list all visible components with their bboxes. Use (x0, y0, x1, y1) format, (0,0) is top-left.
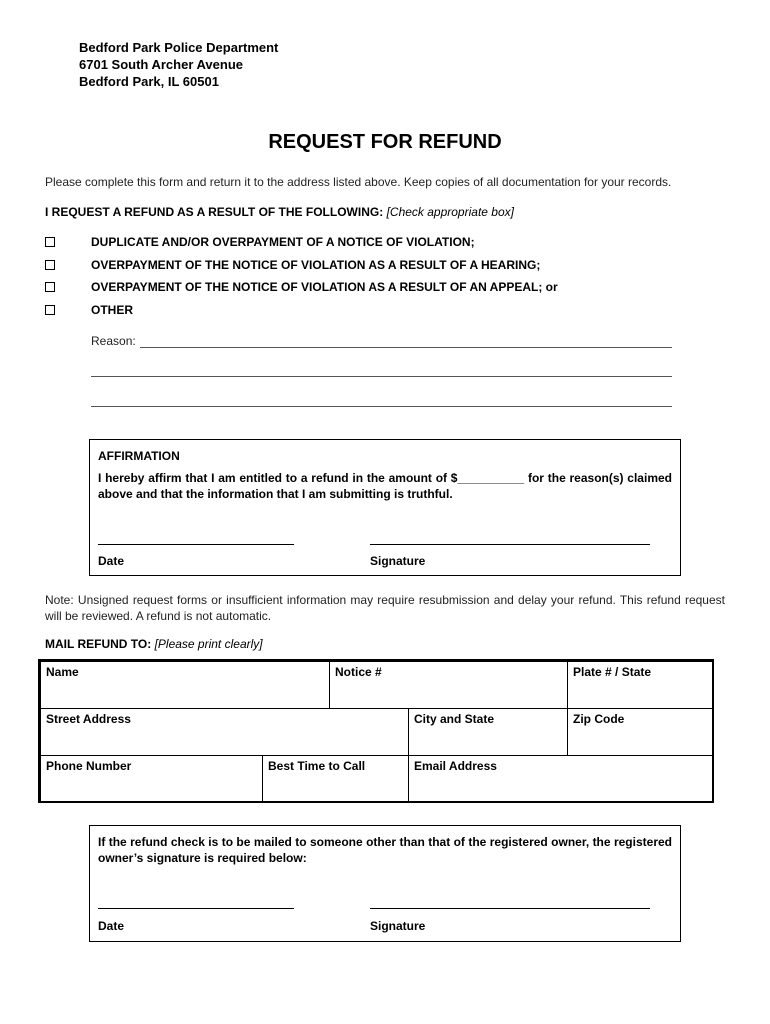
checkbox-hearing[interactable] (45, 260, 55, 270)
email-field[interactable] (408, 755, 714, 803)
department-city: Bedford Park, IL 60501 (79, 74, 219, 89)
page-title: REQUEST FOR REFUND (268, 131, 502, 153)
mail-hint: [Please print clearly] (154, 637, 263, 651)
option-duplicate: DUPLICATE AND/OR OVERPAYMENT OF A NOTICE OF VIOLATION; (91, 235, 475, 249)
request-heading (45, 205, 514, 219)
name-label: Name (46, 665, 79, 679)
owner-date-line[interactable] (98, 908, 294, 909)
reason-line-1[interactable] (140, 347, 672, 348)
request-label: I REQUEST A REFUND AS A RESULT OF THE FOLLOWING: (45, 205, 384, 219)
department-street: 6701 South Archer Avenue (79, 57, 243, 72)
street-label: Street Address (46, 712, 131, 726)
phone-field[interactable] (40, 755, 263, 803)
department-address (79, 39, 278, 90)
email-label: Email Address (414, 759, 497, 773)
option-appeal: OVERPAYMENT OF THE NOTICE OF VIOLATION AS A RESULT OF AN APPEAL; or (91, 280, 558, 294)
mail-label: MAIL REFUND TO: (45, 637, 152, 651)
checkbox-other[interactable] (45, 305, 55, 315)
option-other: OTHER (91, 303, 133, 317)
city-state-label: City and State (414, 712, 495, 726)
affirmation-heading: AFFIRMATION (98, 449, 180, 463)
notice-field[interactable] (329, 661, 568, 709)
owner-date-label: Date (98, 919, 125, 933)
best-time-field[interactable] (262, 755, 409, 803)
reason-line-2[interactable] (91, 376, 672, 377)
reason-label: Reason: (91, 334, 136, 348)
checkbox-appeal[interactable] (45, 282, 55, 292)
affirmation-signature-line[interactable] (370, 544, 650, 545)
reason-line-3[interactable] (91, 406, 672, 407)
best-time-label: Best Time to Call (268, 759, 366, 773)
affirmation-date-label: Date (98, 554, 125, 568)
mail-heading (45, 637, 263, 651)
note-text: Note: Unsigned request forms or insufficient information may require resubmission and delay your refund. This refund request will be reviewed. A refund is not automatic. (45, 593, 725, 623)
city-state-field[interactable] (408, 708, 568, 756)
option-hearing: OVERPAYMENT OF THE NOTICE OF VIOLATION AS A RESULT OF A HEARING; (91, 258, 541, 272)
affirmation-box (89, 439, 681, 576)
zip-field[interactable] (567, 708, 714, 756)
affirmation-text: I hereby affirm that I am entitled to a refund in the amount of $__________ for the reason(s) claimed above and that the information that I am submitting is truthful. (98, 471, 672, 501)
owner-signature-label: Signature (370, 919, 426, 933)
request-hint: [Check appropriate box] (386, 205, 514, 219)
owner-signature-box (89, 825, 681, 942)
owner-text: If the refund check is to be mailed to someone other than that of the registered owner, the registered owner’s signature is required below: (98, 835, 672, 865)
street-field[interactable] (40, 708, 409, 756)
affirmation-signature-label: Signature (370, 554, 426, 568)
checkbox-duplicate[interactable] (45, 237, 55, 247)
name-field[interactable] (40, 661, 330, 709)
owner-signature-line[interactable] (370, 908, 650, 909)
department-name: Bedford Park Police Department (79, 40, 279, 55)
plate-label: Plate # / State (573, 665, 652, 679)
affirmation-date-line[interactable] (98, 544, 294, 545)
zip-label: Zip Code (573, 712, 625, 726)
notice-label: Notice # (335, 665, 382, 679)
intro-text: Please complete this form and return it to the address listed above. Keep copies of all documentation for your records. (45, 175, 672, 189)
plate-field[interactable] (567, 661, 714, 709)
phone-label: Phone Number (46, 759, 132, 773)
mail-table (38, 659, 714, 803)
